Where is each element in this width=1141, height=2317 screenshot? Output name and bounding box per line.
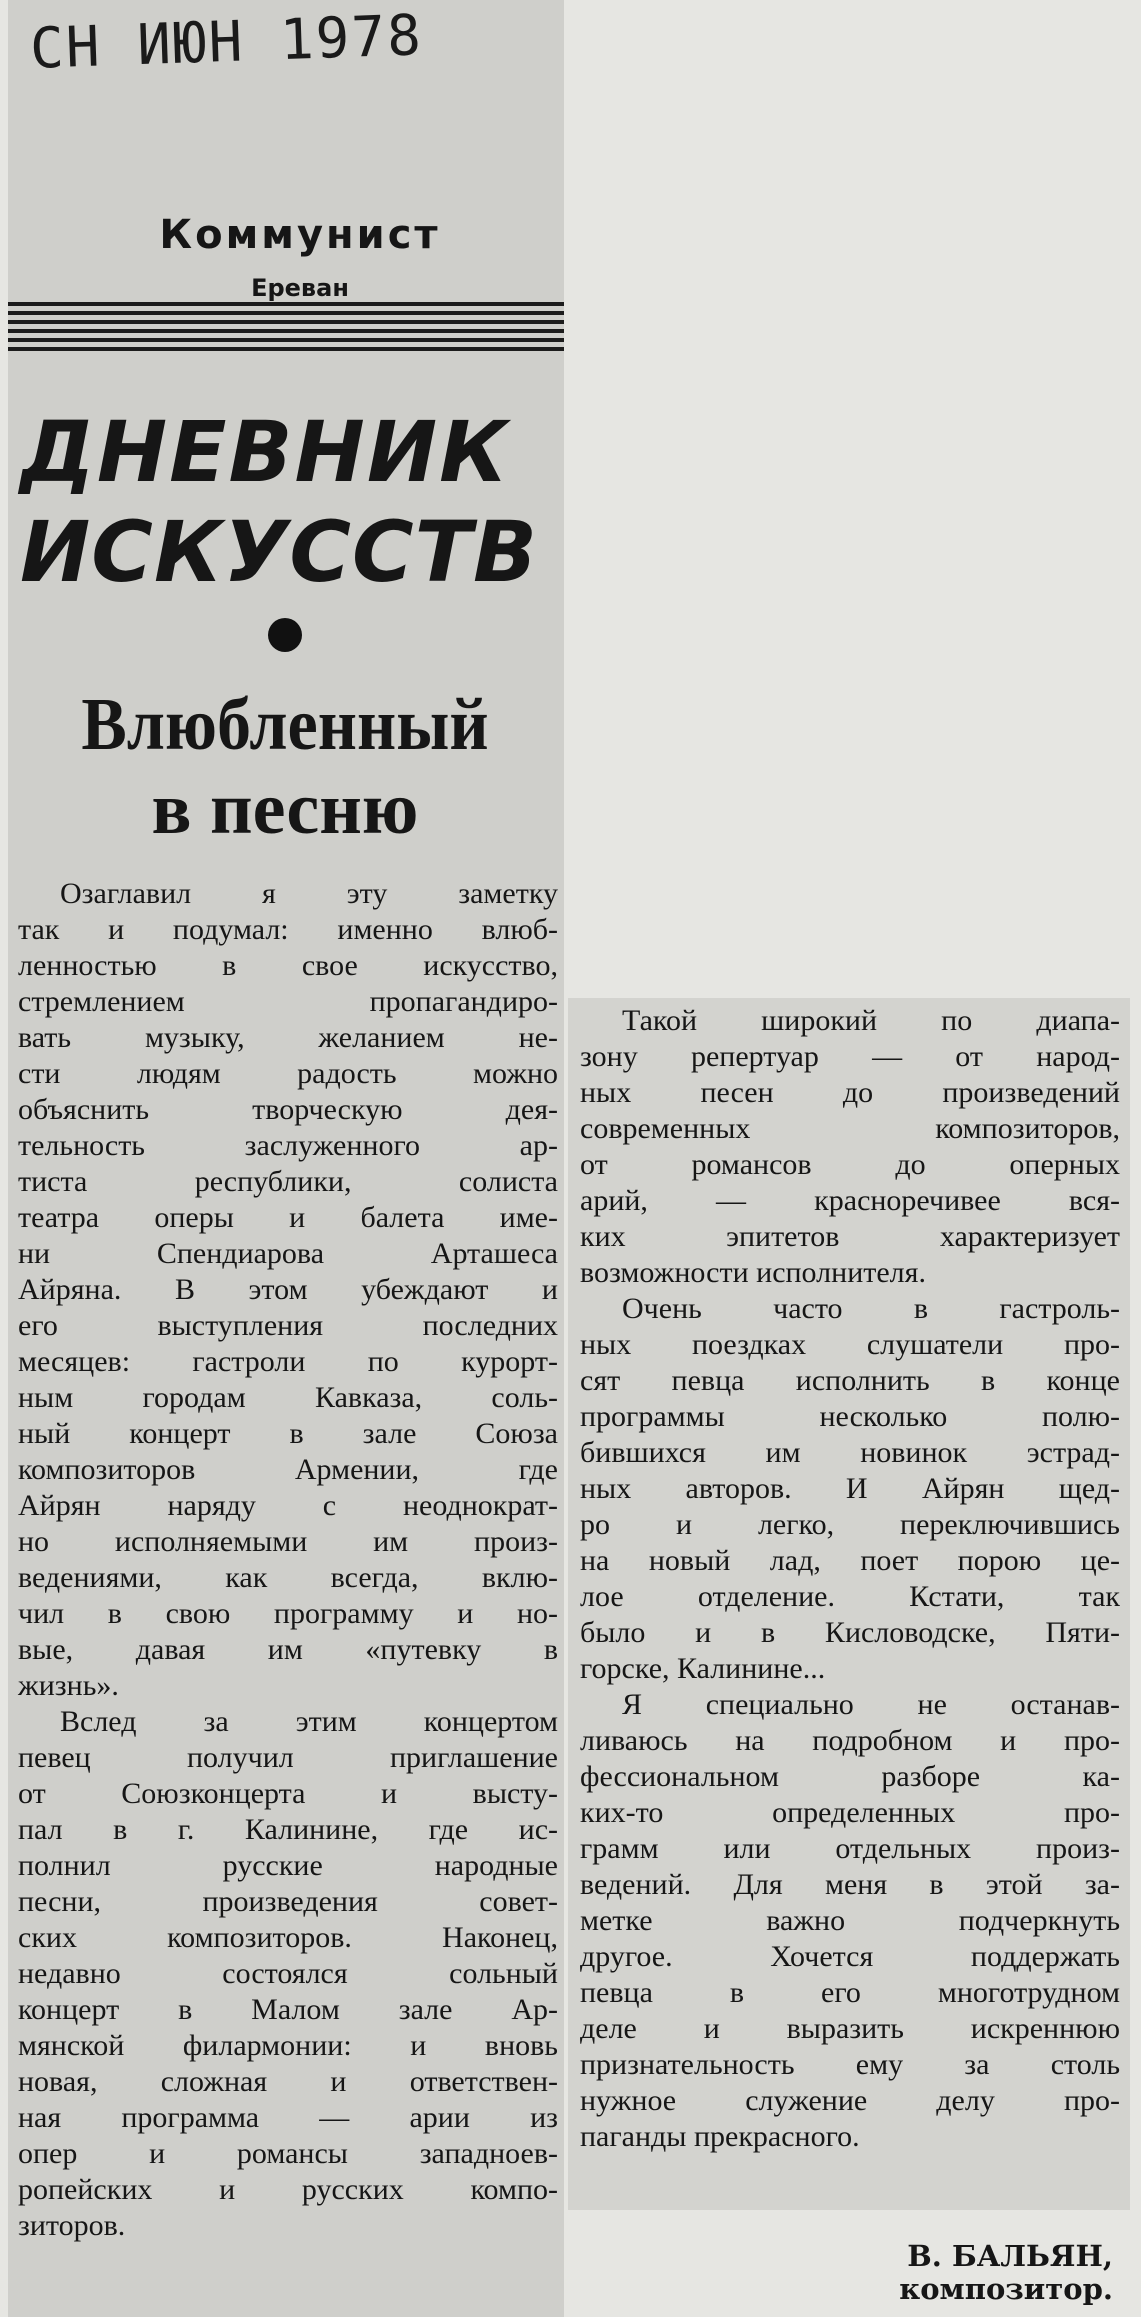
article-line: арий, — красноречивее вся- — [580, 1184, 1120, 1217]
article-line: на новый лад, поет порою це- — [580, 1544, 1120, 1577]
article-line: нужное служение делу про- — [580, 2084, 1120, 2117]
article-line: признательность ему за столь — [580, 2048, 1120, 2081]
date-stamp: СН ИЮН 1978 — [28, 3, 424, 82]
article-line: его выступления последних — [18, 1309, 558, 1342]
article-line: зону репертуар — от народ- — [580, 1040, 1120, 1073]
article-line: чил в свою программу и но- — [18, 1597, 558, 1630]
article-line: программы несколько полю- — [580, 1400, 1120, 1433]
masthead-rules — [8, 302, 564, 352]
article-line: сти людям радость можно — [18, 1057, 558, 1090]
article-line: мянской филармонии: и вновь — [18, 2029, 558, 2062]
article-line: песни, произведения совет- — [18, 1885, 558, 1918]
article-line: ливаюсь на подробном и про- — [580, 1724, 1120, 1757]
article-line: жизнь». — [18, 1669, 119, 1702]
article-line: лое отделение. Кстати, так — [580, 1580, 1120, 1613]
article-line: современных композиторов, — [580, 1112, 1120, 1145]
article-line: ских композиторов. Наконец, — [18, 1921, 558, 1954]
article-line: опер и романсы западноев- — [18, 2137, 558, 2170]
article-line: так и подумал: именно влюб- — [18, 913, 558, 946]
article-line: ро и легко, переключившись — [580, 1508, 1120, 1541]
article-line: Айрян наряду с неоднократ- — [18, 1489, 558, 1522]
article-line: ных песен до произведений — [580, 1076, 1120, 1109]
author-role: композитор. — [899, 2272, 1113, 2307]
article-line: певца в его многотрудном — [580, 1976, 1120, 2009]
article-line: фессиональном разборе ка- — [580, 1760, 1120, 1793]
article-line: грамм или отдельных произ- — [580, 1832, 1120, 1865]
article-paragraph — [580, 1003, 1120, 1291]
article-line: бившихся им новинок эстрад- — [580, 1436, 1120, 1469]
article-paragraph — [18, 876, 558, 1704]
article-line: от романсов до оперных — [580, 1148, 1120, 1181]
article-line: Озаглавил я эту заметку — [60, 877, 558, 910]
article-line: ких-то определенных про- — [580, 1796, 1120, 1829]
article-line: зиторов. — [18, 2209, 126, 2242]
article-line: новая, сложная и ответствен- — [18, 2065, 558, 2098]
article-line: Очень часто в гастроль- — [622, 1292, 1120, 1325]
article-line: ни Спендиарова Арташеса — [18, 1237, 558, 1270]
article-line: театра оперы и балета име- — [18, 1201, 558, 1234]
article-paragraph — [580, 1291, 1120, 1687]
headline-line-2: в песню — [151, 768, 419, 850]
newspaper-title: Коммунист — [159, 212, 441, 258]
article-line: вать музыку, желанием не- — [18, 1021, 558, 1054]
article-line: композиторов Армении, где — [18, 1453, 558, 1486]
article-line: метке важно подчеркнуть — [580, 1904, 1120, 1937]
article-line: певец получил приглашение — [18, 1741, 558, 1774]
article-line: Я специально не останав- — [622, 1688, 1120, 1721]
article-line: другое. Хочется поддержать — [580, 1940, 1120, 1973]
article-line: тиста республики, солиста — [18, 1165, 558, 1198]
article-line: полнил русские народные — [18, 1849, 558, 1882]
article-right-column — [580, 1003, 1120, 2155]
article-line: недавно состоялся сольный — [18, 1957, 558, 1990]
article-line: от Союзконцерта и высту- — [18, 1777, 558, 1810]
article-line: стремлением пропагандиро- — [18, 985, 558, 1018]
article-line: пал в г. Калинине, где ис- — [18, 1813, 558, 1846]
article-line: было и в Кисловодске, Пяти- — [580, 1616, 1120, 1649]
article-left-column — [18, 876, 558, 2244]
article-line: объяснить творческую дея- — [18, 1093, 558, 1126]
article-paragraph — [18, 1704, 558, 2244]
article-line: ных поездках слушатели про- — [580, 1328, 1120, 1361]
article-line: паганды прекрасного. — [580, 2120, 860, 2153]
article-line: возможности исполнителя. — [580, 1256, 926, 1289]
article-line: ведений. Для меня в этой за- — [580, 1868, 1120, 1901]
article-line: месяцев: гастроли по курорт- — [18, 1345, 558, 1378]
article-line: вые, давая им «путевку в — [18, 1633, 558, 1666]
article-line: тельность заслуженного ар- — [18, 1129, 558, 1162]
rubric-line-1: ДНЕВНИК — [20, 403, 510, 501]
article-line: но исполняемыми им произ- — [18, 1525, 558, 1558]
article-line: ным городам Кавказа, соль- — [18, 1381, 558, 1414]
article-line: Айряна. В этом убеждают и — [18, 1273, 558, 1306]
article-line: ленностью в свое искусство, — [18, 949, 558, 982]
article-line: ный концерт в зале Союза — [18, 1417, 558, 1450]
newspaper-city: Ереван — [251, 274, 349, 302]
article-line: горске, Калинине... — [580, 1652, 826, 1685]
signature — [899, 2240, 1113, 2307]
article-line: ропейских и русских компо- — [18, 2173, 558, 2206]
article-line: деле и выразить искреннюю — [580, 2012, 1120, 2045]
article-line: Такой широкий по диапа- — [622, 1004, 1120, 1037]
article-line: ких эпитетов характеризует — [580, 1220, 1120, 1253]
article-paragraph — [580, 1687, 1120, 2155]
headline-line-1: Влюбленный — [81, 684, 489, 766]
article-line: концерт в Малом зале Ар- — [18, 1993, 558, 2026]
article-line: сят певца исполнить в конце — [580, 1364, 1120, 1397]
article-line: ных авторов. И Айрян щед- — [580, 1472, 1120, 1505]
article-line: Вслед за этим концертом — [60, 1705, 558, 1738]
article-line: ная программа — арии из — [18, 2101, 558, 2134]
rubric-line-2: ИСКУССТВ — [20, 503, 538, 601]
article-line: ведениями, как всегда, вклю- — [18, 1561, 558, 1594]
bullet-dot — [268, 618, 302, 652]
author-name: В. БАЛЬЯН, — [907, 2239, 1113, 2273]
